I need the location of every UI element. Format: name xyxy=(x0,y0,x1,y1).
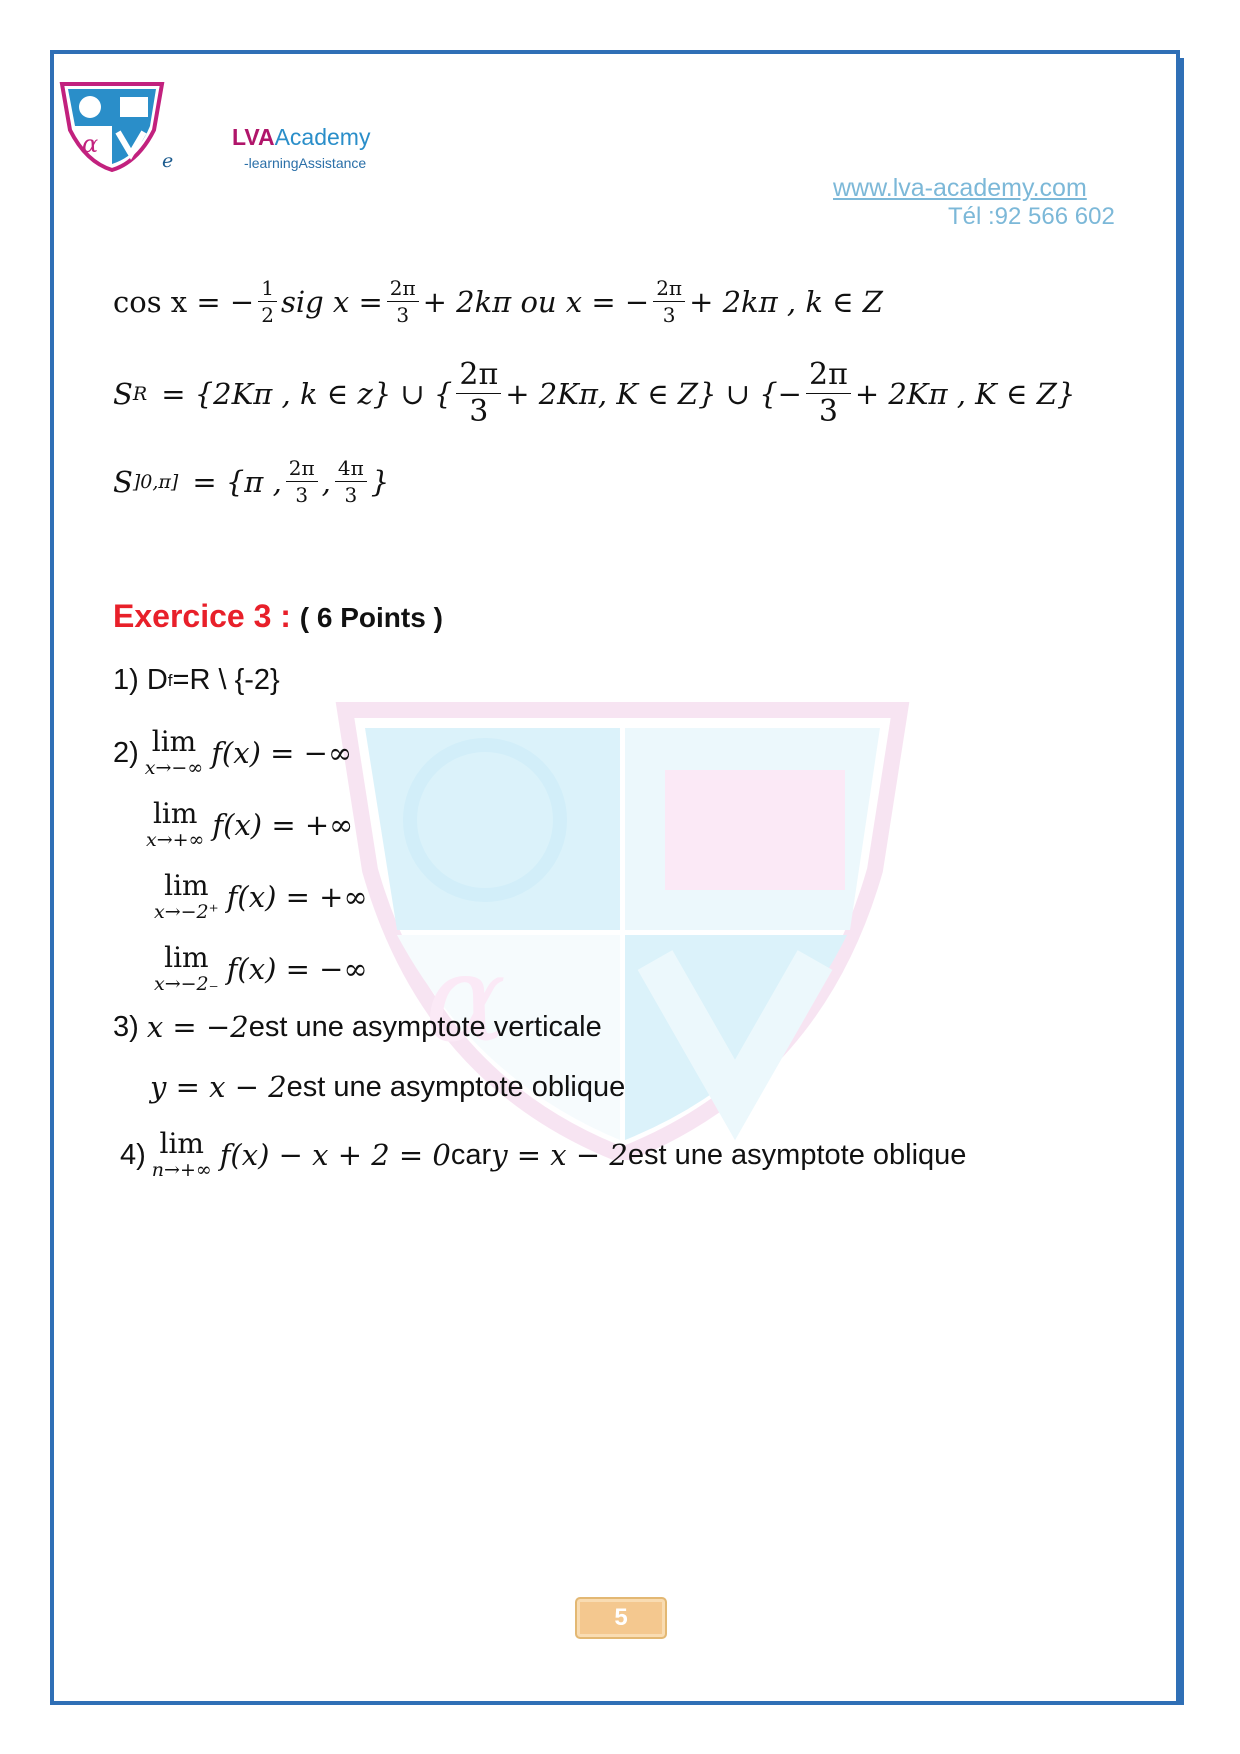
set-subscript: ]0,π] xyxy=(132,470,179,493)
question-1 xyxy=(113,664,280,697)
lim-subscript: x→−2⁺ xyxy=(154,901,219,923)
question-3b xyxy=(150,1070,625,1104)
svg-text:α: α xyxy=(82,130,99,158)
set-subscript: R xyxy=(132,382,148,405)
frac-num: 2π xyxy=(456,360,501,394)
lim-word: lim xyxy=(164,941,209,974)
q3-label: 3) xyxy=(113,1010,139,1043)
question-3 xyxy=(113,1010,602,1044)
limit-operator xyxy=(154,869,219,923)
q1-label: 1) D xyxy=(113,664,168,696)
eq1-part3: + 2kπ , k ∈ Z xyxy=(689,284,883,319)
solution-set-R xyxy=(113,357,1076,429)
exercise-title xyxy=(113,598,443,635)
brand-letter: e xyxy=(162,150,174,172)
frac-den: 2 xyxy=(261,303,274,327)
brand-name xyxy=(232,124,370,151)
frac-num: 2π xyxy=(806,360,851,394)
frac-den: 3 xyxy=(295,483,309,507)
lim-word: lim xyxy=(159,1127,204,1160)
frac-num: 2π xyxy=(286,458,318,482)
q1-text: =R \ {-2} xyxy=(172,664,280,696)
exercise-points: ( 6 Points ) xyxy=(299,602,443,633)
frac-den: 3 xyxy=(344,483,358,507)
q4-math-2: y = x − 2 xyxy=(491,1138,628,1172)
set-symbol: S xyxy=(113,464,133,499)
frac-2pi-3-neg xyxy=(653,278,685,325)
limit-operator xyxy=(154,941,219,995)
q4-text-1: car xyxy=(450,1138,492,1171)
eq2-part3: + 2Kπ, K ∈ Z} ∪ {− xyxy=(505,376,802,411)
frac-2pi-3-neg xyxy=(806,357,851,429)
lim-subscript: x→−∞ xyxy=(144,757,204,779)
solution-set-interval xyxy=(113,458,389,505)
equation-cos xyxy=(113,278,883,325)
frac-num: 4π xyxy=(335,458,367,482)
lim-subscript: x→+∞ xyxy=(146,829,205,851)
question-2-limit-1 xyxy=(113,725,353,779)
question-4 xyxy=(120,1127,967,1181)
lim-subscript: n→+∞ xyxy=(151,1159,212,1181)
q4-label: 4) xyxy=(120,1138,146,1171)
eq1-lhs: cos x = − xyxy=(113,284,255,319)
eq2-part2: = {2Kπ , k ∈ z} ∪ { xyxy=(161,376,453,411)
q3b-math: y = x − 2 xyxy=(150,1070,287,1104)
brand-academy: Academy xyxy=(274,124,371,150)
limit-operator xyxy=(144,725,204,779)
frac-num: 2π xyxy=(653,278,685,302)
frac-4pi-3 xyxy=(335,458,367,505)
question-2-limit-3 xyxy=(148,869,368,923)
eq3-part4: } xyxy=(370,464,390,499)
frac-den: 3 xyxy=(469,394,489,429)
frac-one-half xyxy=(258,278,277,325)
limit-operator xyxy=(151,1127,212,1181)
limit-operator xyxy=(146,797,205,851)
lim-word: lim xyxy=(151,725,197,758)
question-2-limit-2 xyxy=(140,797,354,851)
set-symbol: S xyxy=(113,376,133,411)
exercise-label: Exercice 3 : xyxy=(113,598,291,634)
frac-2pi-3 xyxy=(286,458,318,505)
eq1-part1: sig x = xyxy=(280,284,383,319)
frac-2pi-3 xyxy=(456,357,501,429)
brand-lv: LVA xyxy=(232,124,275,150)
eq3-part2: = {π , xyxy=(192,464,282,499)
q2-label: 2) xyxy=(113,736,139,769)
website-link[interactable]: www.lva-academy.com xyxy=(833,174,1087,202)
eq2-part4: + 2Kπ , K ∈ Z} xyxy=(854,376,1076,411)
eq1-part2: + 2kπ ou x = − xyxy=(422,284,650,319)
q3-text: est une asymptote verticale xyxy=(248,1010,602,1043)
frac-2pi-3 xyxy=(387,278,419,325)
question-2-limit-4 xyxy=(148,941,368,995)
q4-text-2: est une asymptote oblique xyxy=(627,1138,967,1171)
svg-text:α: α xyxy=(425,930,507,1069)
phone-number: Tél :92 566 602 xyxy=(948,203,1115,230)
lva-logo-icon xyxy=(58,80,166,172)
limit-expression: f(x) = −∞ xyxy=(211,736,353,770)
limit-expression: f(x) = −∞ xyxy=(226,952,368,986)
eq3-part3: , xyxy=(321,464,331,499)
brand-subtitle: -learningAssistance xyxy=(244,155,367,171)
limit-expression: f(x) = +∞ xyxy=(226,880,368,914)
page-number: 5 xyxy=(575,1597,667,1639)
lim-word: lim xyxy=(164,869,209,902)
frac-num: 2π xyxy=(387,278,419,302)
frac-den: 3 xyxy=(818,394,838,429)
frac-den: 3 xyxy=(396,303,410,327)
frac-den: 3 xyxy=(662,303,676,327)
limit-expression: f(x) = +∞ xyxy=(212,808,354,842)
frac-num: 1 xyxy=(258,278,277,302)
q1-subscript: f xyxy=(167,670,173,690)
q4-math-1: f(x) − x + 2 = 0 xyxy=(219,1138,451,1172)
lim-word: lim xyxy=(152,797,198,830)
q3b-text: est une asymptote oblique xyxy=(286,1070,626,1103)
lim-subscript: x→−2₋ xyxy=(154,973,219,995)
q3-math: x = −2 xyxy=(146,1010,249,1044)
